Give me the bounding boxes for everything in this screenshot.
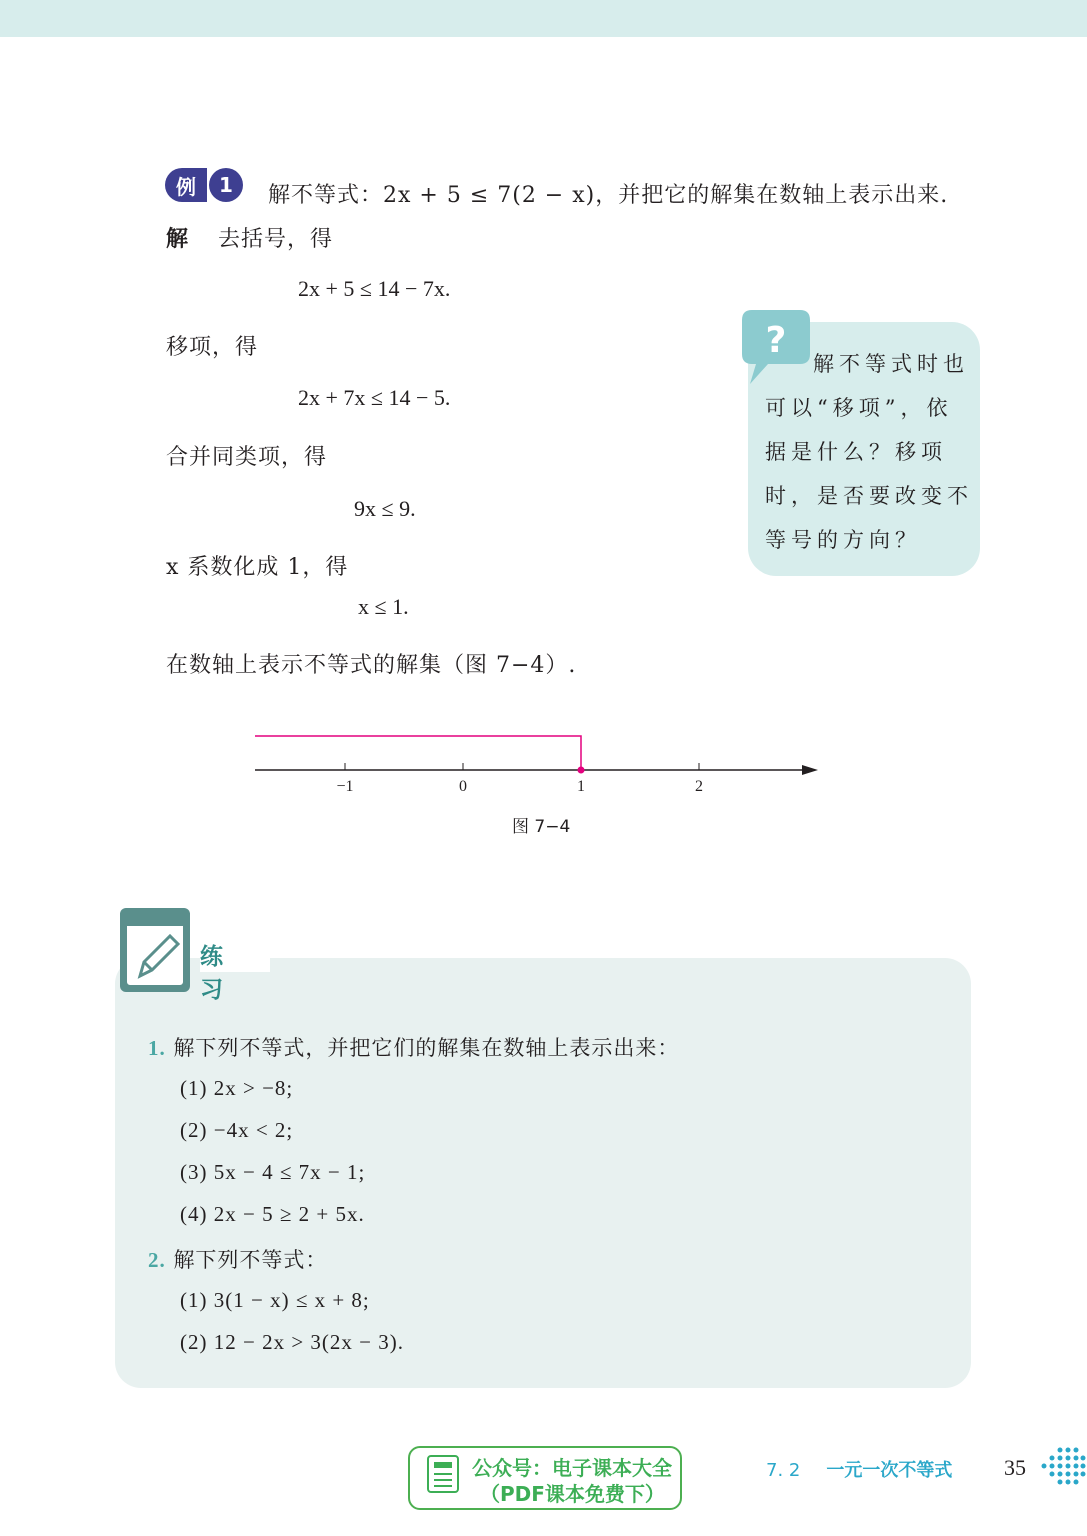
- question-number: 1.: [148, 1036, 166, 1060]
- section-number: 7. 2: [766, 1460, 801, 1481]
- example-question: 解不等式：2x + 5 ≤ 7(2 − x)，并把它的解集在数轴上表示出来.: [268, 183, 949, 208]
- equation-4: x ≤ 1.: [358, 594, 409, 619]
- tick-label: −1: [336, 778, 354, 795]
- section-title: 一元一次不等式: [826, 1460, 953, 1481]
- solution-step-2: 移项，得: [166, 335, 259, 360]
- top-color-band: [0, 0, 1087, 37]
- tick-label: 2: [695, 778, 703, 795]
- practice-question-2: [148, 1244, 327, 1274]
- svg-text:?: ?: [765, 320, 787, 361]
- question-text: 解下列不等式，并把它们的解集在数轴上表示出来：: [173, 1036, 680, 1060]
- axis-arrow-icon: [802, 765, 818, 775]
- practice-title-text: 练 习: [200, 944, 229, 1003]
- solution-step-5: 在数轴上表示不等式的解集（图 7−4）.: [166, 653, 577, 678]
- solution-endpoint: [578, 767, 585, 774]
- tick-label: 1: [577, 778, 585, 795]
- wechat-watermark: [408, 1446, 682, 1510]
- book-icon: [424, 1452, 464, 1504]
- equation-3: 9x ≤ 9.: [354, 496, 416, 521]
- practice-q1-item: (1) 2x > −8;: [180, 1076, 294, 1100]
- solution-step-3: 合并同类项，得: [166, 445, 328, 470]
- practice-question-1: [148, 1032, 679, 1062]
- practice-q2-item: (2) 12 − 2x > 3(2x − 3).: [180, 1330, 405, 1354]
- section-header: [766, 1456, 952, 1482]
- practice-q2-item: (1) 3(1 − x) ≤ x + 8;: [180, 1288, 370, 1312]
- equation-2: 2x + 7x ≤ 14 − 5.: [298, 385, 451, 410]
- page-number: 35: [1004, 1455, 1026, 1480]
- example-badge-word: 例: [165, 168, 207, 202]
- notebook-pencil-icon: [118, 906, 194, 994]
- question-number: 2.: [148, 1248, 166, 1272]
- wechat-line-1: 公众号：电子课本大全: [472, 1456, 672, 1480]
- number-line-figure: [240, 720, 840, 810]
- wechat-line-2: （PDF课本免费下）: [480, 1482, 665, 1506]
- tick-label: 0: [459, 778, 467, 795]
- example-badge: [165, 168, 243, 202]
- hint-text-content: 解不等式时也可以“移项”，依据是什么？移项时，是否要改变不等号的方向？: [765, 352, 973, 552]
- solution-step-1: 去括号，得: [218, 227, 334, 252]
- solution-step-4: x 系数化成 1，得: [166, 555, 349, 580]
- equation-1: 2x + 5 ≤ 14 − 7x.: [298, 276, 451, 301]
- question-text: 解下列不等式：: [173, 1248, 328, 1272]
- practice-q1-item: (3) 5x − 4 ≤ 7x − 1;: [180, 1160, 366, 1184]
- dot-grid-icon: [1040, 1444, 1086, 1488]
- practice-q1-item: (2) −4x < 2;: [180, 1118, 294, 1142]
- example-badge-number: 1: [209, 168, 243, 202]
- figure-caption: 图 7−4: [512, 817, 571, 837]
- solution-ray: [255, 736, 581, 770]
- practice-q1-item: (4) 2x − 5 ≥ 2 + 5x.: [180, 1202, 365, 1226]
- practice-title: [200, 938, 270, 1003]
- hint-text: [765, 342, 975, 562]
- solution-label: 解: [166, 227, 190, 252]
